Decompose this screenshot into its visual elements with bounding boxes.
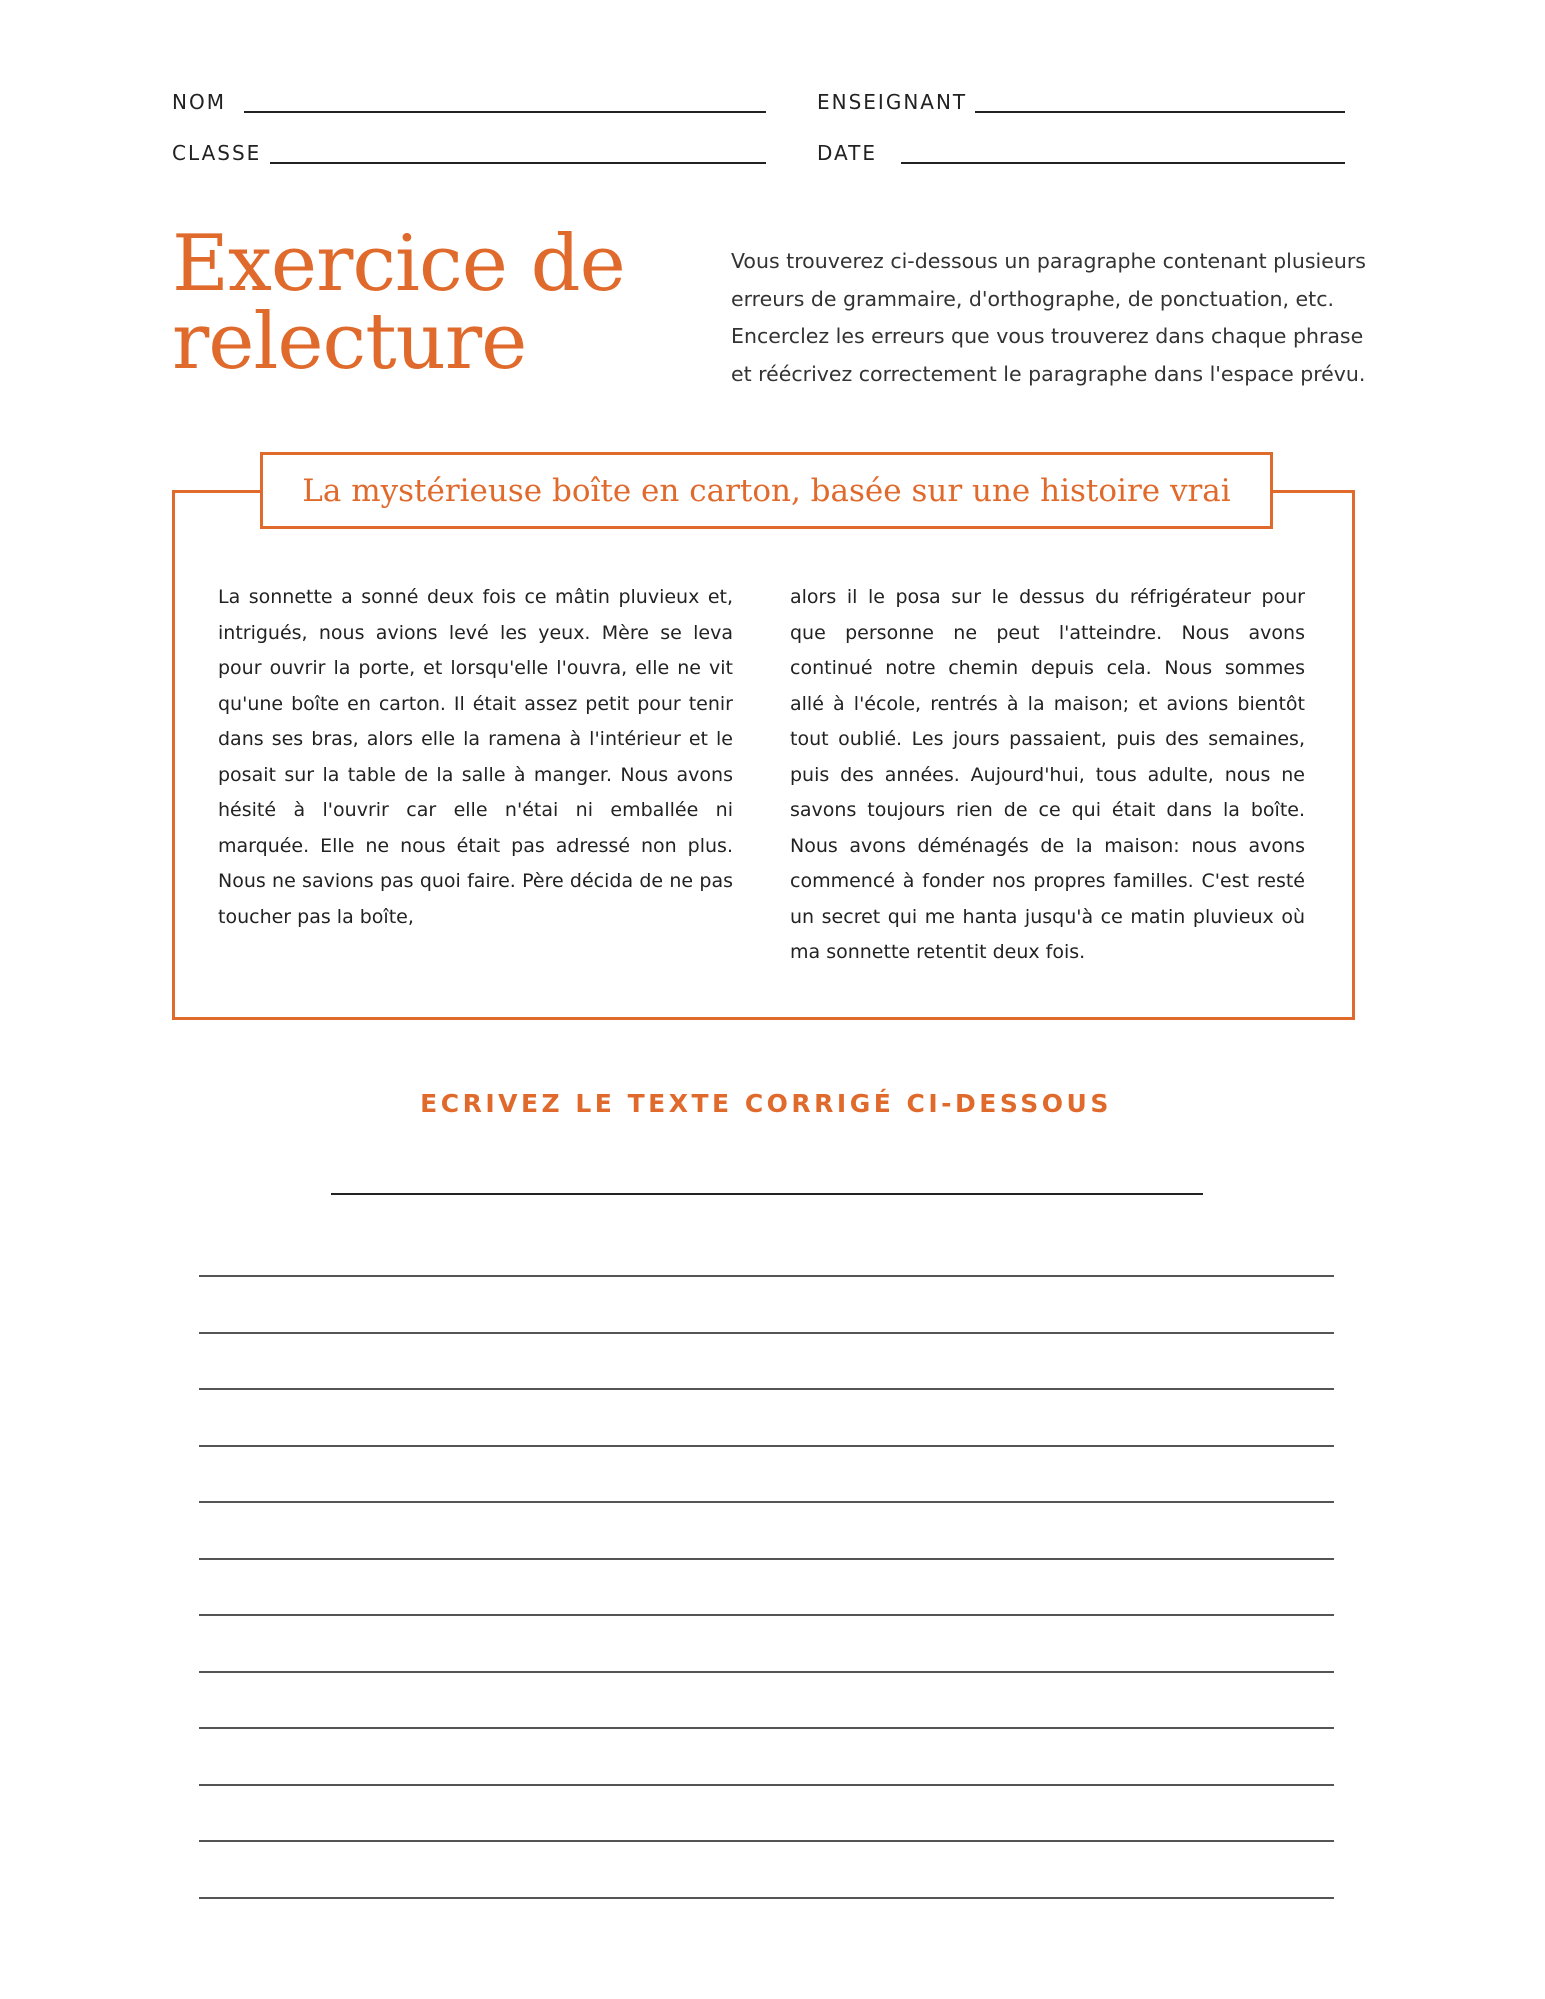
writing-line[interactable] — [199, 1332, 1334, 1334]
story-column-right: alors il le posa sur le dessus du réfrigérateur pour que personne ne peut l'atteindre. Nous avons continué notre chemin depuis cela. Nous sommes allé à l'école, rentrés à la maison; et avions bientôt tout oublié. Les jours passaient, puis des semaines, puis des années. Aujourd'hui, tous adulte, nous ne savons toujours rien de ce qui était dans la boîte. Nous avons déménagés de la maison: nous avons commencé à fonder nos propres familles. C'est resté un secret qui me hanta jusqu'à ce matin pluvieux où ma sonnette retentit deux fois. — [790, 586, 1305, 963]
story-title-box — [260, 452, 1273, 529]
writing-line[interactable] — [199, 1727, 1334, 1729]
classe-field[interactable] — [270, 162, 766, 164]
nom-label: NOM — [172, 90, 226, 114]
nom-field[interactable] — [244, 111, 766, 113]
writing-line[interactable] — [199, 1501, 1334, 1503]
writing-line[interactable] — [199, 1558, 1334, 1560]
writing-line[interactable] — [199, 1445, 1334, 1447]
writing-line[interactable] — [199, 1840, 1334, 1842]
rewrite-title-line[interactable] — [331, 1193, 1203, 1195]
writing-line[interactable] — [199, 1784, 1334, 1786]
writing-line[interactable] — [199, 1275, 1334, 1277]
story-title: La mystérieuse boîte en carton, basée sur une histoire vrai — [302, 472, 1231, 509]
date-label: DATE — [817, 141, 878, 165]
writing-line[interactable] — [199, 1671, 1334, 1673]
enseignant-field[interactable] — [975, 111, 1345, 113]
story-column-left: La sonnette a sonné deux fois ce mâtin pluvieux et, intrigués, nous avions levé les yeux. Mère se leva pour ouvrir la porte, et lorsqu'elle l'ouvra, elle ne vit qu'une boîte en carton. Il était assez petit pour tenir dans ses bras, alors elle la ramena à l'intérieur et le posait sur la table de la salle à manger. Nous avons hésité à l'ouvrir car elle n'étai ni emballée ni marquée. Elle ne nous était pas adressé non plus. Nous ne savions pas quoi faire. Père décida de ne pas toucher pas la boîte, — [218, 586, 733, 928]
classe-label: CLASSE — [172, 141, 262, 165]
date-field[interactable] — [901, 162, 1345, 164]
writing-line[interactable] — [199, 1897, 1334, 1899]
rewrite-heading: ECRIVEZ LE TEXTE CORRIGÉ CI-DESSOUS — [420, 1089, 1112, 1118]
instructions-text: Vous trouverez ci-dessous un paragraphe contenant plusieurs erreurs de grammaire, d'orthographe, de ponctuation, etc. Encerclez les erreurs que vous trouverez dans chaque phrase et réécrivez correctement le paragraphe dans l'espace prévu. — [731, 249, 1366, 386]
page-title: Exercice de relecture — [172, 219, 625, 387]
writing-line[interactable] — [199, 1388, 1334, 1390]
writing-line[interactable] — [199, 1614, 1334, 1616]
enseignant-label: ENSEIGNANT — [817, 90, 968, 114]
